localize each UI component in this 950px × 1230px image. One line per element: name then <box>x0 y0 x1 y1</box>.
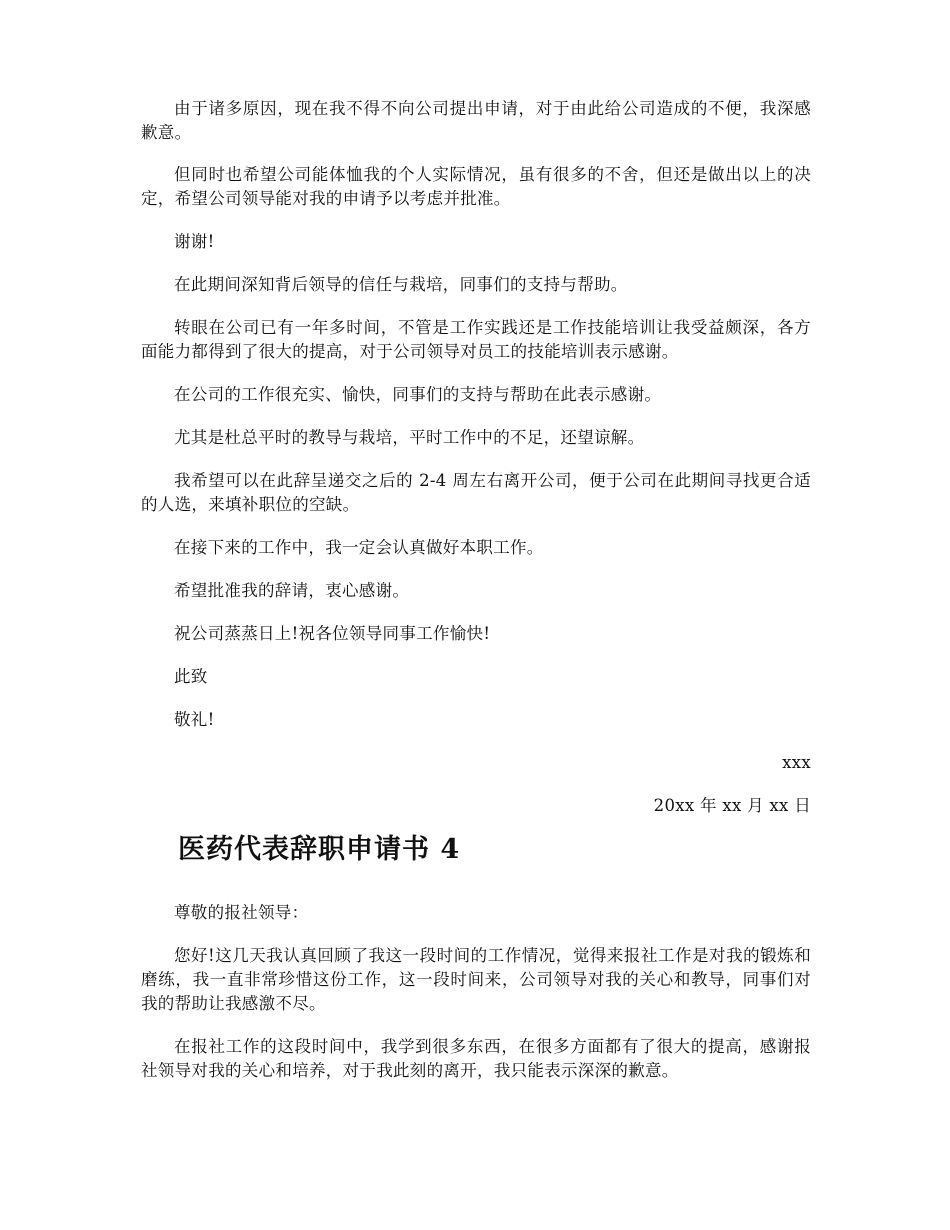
paragraph-greeting: 您好!这几天我认真回顾了我这一段时间的工作情况，觉得来报社工作是对我的锻炼和磨练，我一直非常珍惜这份工作，这一段时间来，公司领导对我的关心和教导，同事们对我的帮助让我感激不尽。 <box>141 946 811 1013</box>
paragraph-thanks: 谢谢! <box>174 232 215 251</box>
paragraph-learned: 在报社工作的这段时间中，我学到很多东西，在很多方面都有了很大的提高，感谢报社领导对我的关心和培养，对于我此刻的离开，我只能表示深深的歉意。 <box>141 1037 811 1080</box>
section-title: 医药代表辞职申请书 4 <box>178 834 461 865</box>
paragraph-colleagues: 在公司的工作很充实、愉快，同事们的支持与帮助在此表示感谢。 <box>174 385 662 404</box>
signature-name: xxx <box>782 753 811 772</box>
paragraph-approve: 希望批准我的辞请，衷心感谢。 <box>174 581 410 600</box>
paragraph-salute: 敬礼! <box>174 710 215 729</box>
paragraph-wishes: 祝公司蒸蒸日上!祝各位领导同事工作愉快! <box>174 624 491 643</box>
paragraph-work-ahead: 在接下来的工作中，我一定会认真做好本职工作。 <box>174 538 544 557</box>
signature-date: 20xx 年 xx 月 xx 日 <box>653 796 811 815</box>
paragraph-closing: 此致 <box>174 667 208 686</box>
paragraph-apology: 由于诸多原因，现在我不得不向公司提出申请，对于由此给公司造成的不便，我深感歉意。 <box>141 99 811 142</box>
paragraph-request-approval: 但同时也希望公司能体恤我的个人实际情况，虽有很多的不舍，但还是做出以上的决定，希望公司领导能对我的申请予以考虑并批准。 <box>141 165 811 208</box>
paragraph-salutation: 尊敬的报社领导： <box>174 903 309 922</box>
paragraph-training: 转眼在公司已有一年多时间，不管是工作实践还是工作技能培训让我受益颇深，各方面能力都得到了很大的提高，对于公司领导对员工的技能培训表示感谢。 <box>141 318 811 361</box>
paragraph-trust: 在此期间深知背后领导的信任与栽培，同事们的支持与帮助。 <box>174 275 628 294</box>
paragraph-leave-period: 我希望可以在此辞呈递交之后的 2-4 周左右离开公司，便于公司在此期间寻找更合适的人选，来填补职位的空缺。 <box>141 471 811 514</box>
paragraph-boss: 尤其是杜总平时的教导与栽培，平时工作中的不足，还望谅解。 <box>174 428 645 447</box>
